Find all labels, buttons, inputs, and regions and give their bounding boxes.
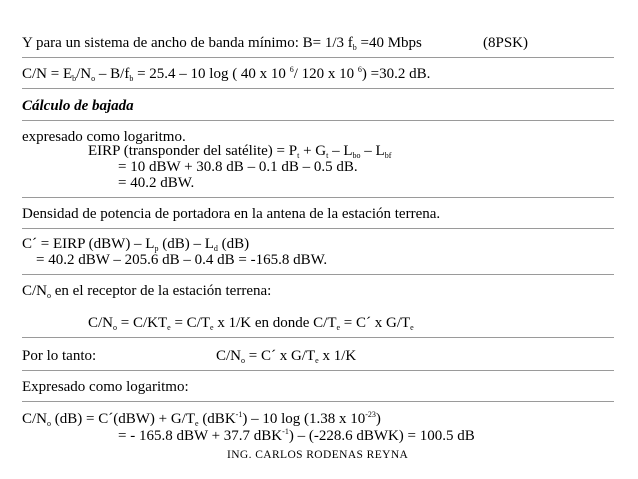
- line-log-intro-2: Expresado como logaritmo:: [22, 379, 189, 395]
- line-power-density: Densidad de potencia de portadora en la antena de la estación terrena.: [22, 206, 441, 222]
- line-carrier-result: = 40.2 dBW – 205.6 dB – 0.4 dB = -165.8 dBW.: [36, 252, 328, 268]
- line-bandwidth: Y para un sistema de ancho de banda mínimo: B= 1/3 $f_b =40$ Mbps: [22, 35, 422, 52]
- line-therefore: Por lo tanto:: [22, 348, 97, 364]
- line-eirp-calc: = 10 dBW + 30.8 dB – 0.1 dB – 0.5 dB.: [118, 159, 358, 175]
- separator-line: [22, 401, 614, 402]
- line-cno-db: $C/N_o$ (dB) = C´(dBW) + $G/T_e$ (dBK$^{-1}$) – 10 log (1.38 x $10^{-23}$): [22, 410, 381, 428]
- separator-line: [22, 57, 614, 58]
- separator-line: [22, 274, 614, 275]
- line-log-intro: expresado como logaritmo.: [22, 129, 186, 145]
- modulation-label: (8PSK): [483, 35, 529, 51]
- separator-line: [22, 370, 614, 371]
- section-heading: Cálculo de bajada: [22, 98, 134, 114]
- separator-line: [22, 228, 614, 229]
- separator-line: [22, 197, 614, 198]
- separator-line: [22, 88, 614, 89]
- line-cno-result: = - 165.8 dBW + 37.7 dBK$^{-1}$) – (-228.6 dBWK) = 100.5 dB: [118, 427, 475, 444]
- line-eirp-result: = 40.2 dBW.: [118, 175, 195, 191]
- line-cno-simplified: $C/N_o$ = C´ x $G/T_e$ x 1/K: [216, 348, 357, 365]
- footer-author: ING. CARLOS RODENAS REYNA: [227, 449, 409, 461]
- line-eirp: EIRP (transponder del satélite) = $P_t + G_t - L_{bo} - L_{bf}$: [88, 143, 392, 160]
- line-carrier-power: C´ = EIRP $(dBW) - L_p$ $(dB) - L_d$ (dB): [22, 236, 250, 253]
- line-cno-receiver: $C/N_o$ en el receptor de la estación terrena:: [22, 283, 272, 300]
- line-cno-formula: $C/N_o = C/KT_e = C/T_e$ x 1/K en donde $C/T_e$ = C´ x $G/T_e$: [88, 315, 414, 332]
- separator-line: [22, 120, 614, 121]
- line-cn-ratio: $C/N = E_b/N_o - B/f_b = 25.4 - 10$ log ( 40 x 10 $^6$/ 120 x 10 $^6$) =30.2 dB.: [22, 65, 431, 83]
- separator-line: [22, 337, 614, 338]
